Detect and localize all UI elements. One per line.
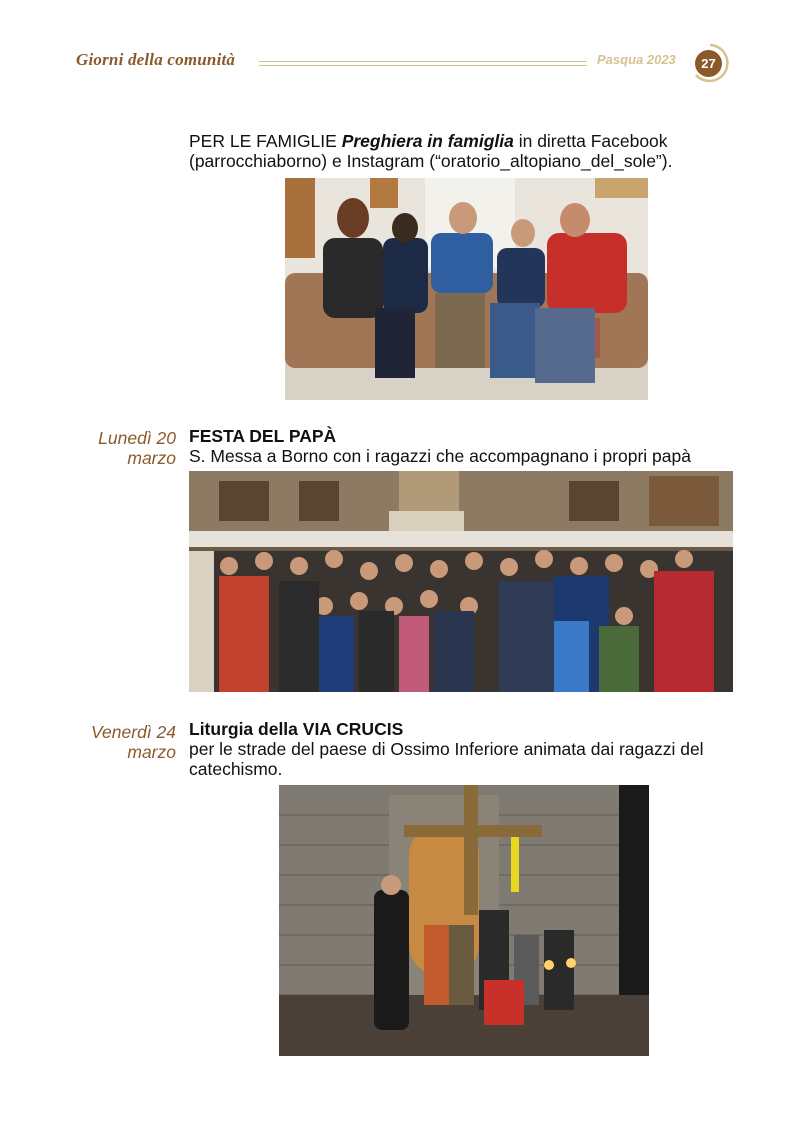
event2-description-line2: catechismo.	[189, 759, 283, 779]
header-rule	[259, 61, 587, 62]
fathers-day-mass-photo	[189, 471, 733, 692]
event2-date-day: Venerdì 24	[91, 722, 176, 742]
event1-date	[76, 428, 176, 468]
header-edition: Pasqua 2023	[597, 52, 676, 67]
event1-date-day: Lunedì 20	[98, 428, 176, 448]
event2-description-line1: per le strade del paese di Ossimo Inferiore animata dai ragazzi del	[189, 739, 704, 759]
intro-prefix: PER LE FAMIGLIE	[189, 131, 342, 151]
header-title: Giorni della comunità	[76, 50, 236, 69]
intro-emphasis: Preghiera in famiglia	[341, 131, 514, 151]
intro-line2: (parrocchiaborno) e Instagram (“oratorio_altopiano_del_sole”).	[189, 151, 673, 171]
event2-text	[189, 719, 704, 779]
intro-text	[189, 131, 672, 171]
event1-title: FESTA DEL PAPÀ	[189, 426, 337, 446]
family-prayer-photo	[285, 178, 648, 400]
event2-date-month: marzo	[127, 742, 176, 762]
event1-text	[189, 426, 691, 466]
intro-suffix: in diretta Facebook	[513, 131, 668, 151]
page-number-badge: 27	[695, 50, 722, 77]
via-crucis-photo	[279, 785, 649, 1056]
event2-date	[76, 722, 176, 762]
event2-title: Liturgia della VIA CRUCIS	[189, 719, 404, 739]
event1-description: S. Messa a Borno con i ragazzi che accompagnano i propri papà	[189, 446, 691, 466]
header-rule	[259, 65, 587, 66]
event1-date-month: marzo	[127, 448, 176, 468]
